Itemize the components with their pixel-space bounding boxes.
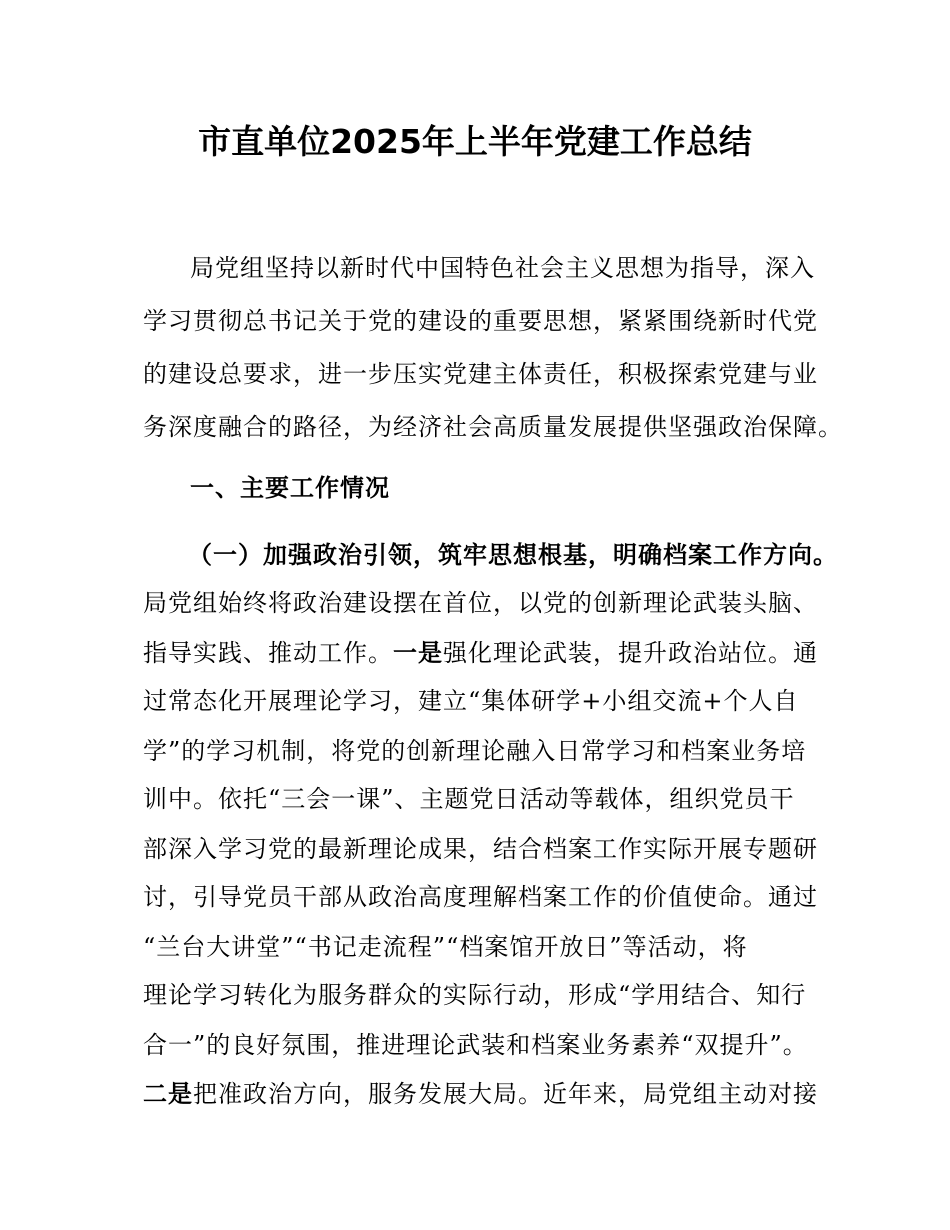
body-line-11 [143, 1070, 818, 1118]
body-line-4: 学”的学习机制，将党的创新理论融入日常学习和档案业务培 [143, 737, 807, 765]
intro-line-3: 的建设总要求，进一步压实党建主体责任，积极探索党建与业 [143, 360, 818, 388]
body-line-9: 理论学习转化为服务群众的实际行动，形成“学用结合、知行 [143, 981, 807, 1009]
document-title: 市直单位2025年上半年党建工作总结 [198, 122, 752, 161]
point-two-marker: 二是 [143, 1080, 193, 1108]
subsection-heading: （一）加强政治引领，筑牢思想根基，明确档案工作方向。 [188, 541, 838, 569]
intro-line-1: 局党组坚持以新时代中国特色社会主义思想为指导，深入 [190, 254, 815, 282]
body-line-2-suffix: 强化理论武装，提升政治站位。通 [443, 639, 818, 667]
body-line-1: 局党组始终将政治建设摆在首位，以党的创新理论武装头脑、 [143, 589, 818, 617]
body-line-11-suffix: 把准政治方向，服务发展大局。近年来，局党组主动对接 [193, 1080, 818, 1108]
intro-line-2: 学习贯彻总书记关于党的建设的重要思想，紧紧围绕新时代党 [143, 307, 818, 335]
body-line-10: 合一”的良好氛围，推进理论武装和档案业务素养“双提升”。 [143, 1031, 808, 1059]
section-heading: 一、主要工作情况 [190, 474, 390, 502]
body-line-2-prefix: 指导实践、推动工作。 [143, 639, 393, 667]
body-line-7: 讨，引导党员干部从政治高度理解档案工作的价值使命。通过 [143, 883, 818, 911]
point-one-marker: 一是 [393, 639, 443, 667]
body-line-8: “兰台大讲堂”“书记走流程”“档案馆开放日”等活动，将 [143, 933, 748, 961]
intro-line-4: 务深度融合的路径，为经济社会高质量发展提供坚强政治保障。 [143, 413, 843, 441]
body-line-5: 训中。依托“三会一课”、主题党日活动等载体，组织党员干 [143, 785, 795, 813]
body-line-2 [143, 629, 818, 677]
body-line-3: 过常态化开展理论学习，建立“集体研学+小组交流+个人自 [143, 687, 799, 715]
body-line-6: 部深入学习党的最新理论成果，结合档案工作实际开展专题研 [143, 835, 818, 863]
